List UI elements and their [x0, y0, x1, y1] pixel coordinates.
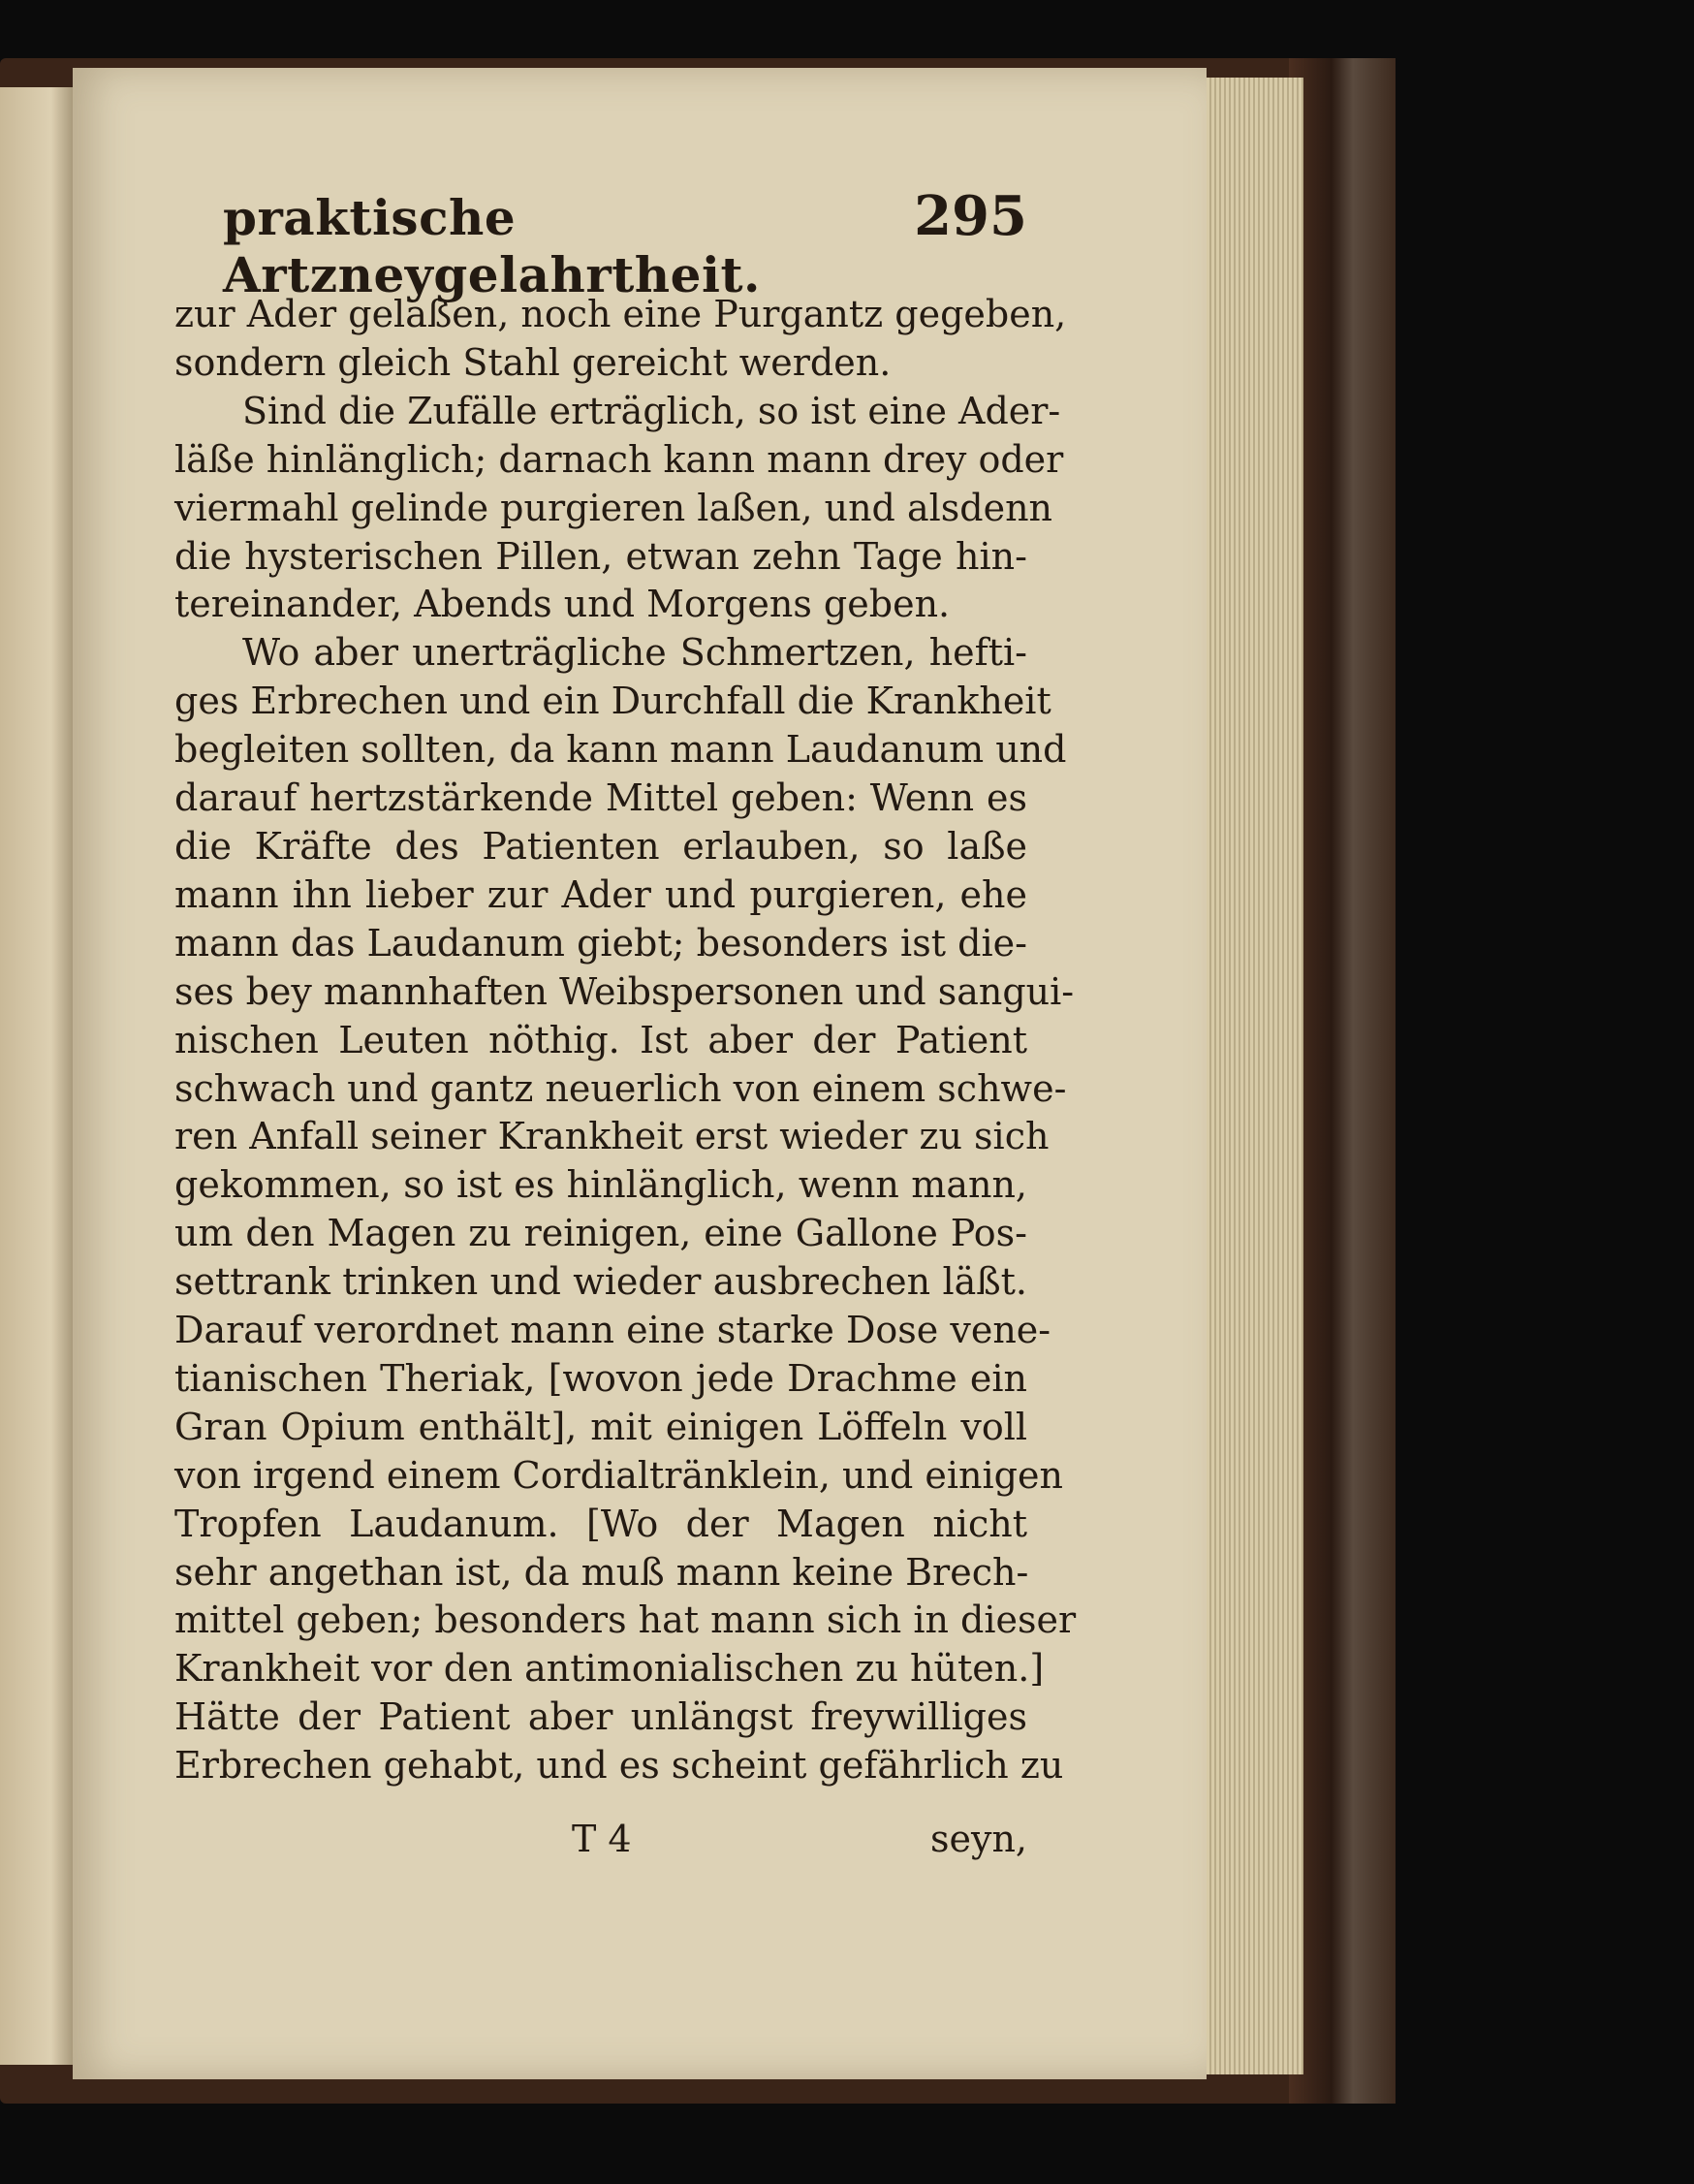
facing-page-edge — [0, 87, 73, 2065]
text-line: von irgend einem Cordialtränklein, und einigen — [174, 1453, 1063, 1497]
text-line: Wo aber unerträgliche Schmertzen, hefti- — [242, 631, 1027, 675]
text-line: darauf hertzstärkende Mittel geben: Wenn es — [174, 776, 1027, 820]
text-line: ges Erbrechen und ein Durchfall die Krankheit — [174, 680, 1051, 723]
text-line: viermahl gelinde purgieren laßen, und alsdenn — [174, 486, 1053, 529]
page-footer — [174, 1818, 1027, 1866]
text-line: schwach und gantz neuerlich von einem schwe- — [174, 1066, 1067, 1110]
text-line: Hätte der Patient aber unlängst freywilliges — [174, 1695, 1027, 1739]
page-number: 295 — [914, 184, 1027, 248]
text-line: tianischen Theriak, [wovon jede Drachme ein — [174, 1356, 1027, 1400]
page-stack-edge — [1207, 78, 1303, 2074]
text-line: die hysterischen Pillen, etwan zehn Tage hin- — [174, 534, 1027, 578]
book-spine-edge — [1289, 58, 1396, 2104]
text-line: nischen Leuten nöthig. Ist aber der Patient — [174, 1018, 1027, 1061]
text-line: läße hinlänglich; darnach kann mann drey oder — [174, 437, 1064, 481]
text-line: Sind die Zufälle erträglich, so ist eine Ader- — [242, 389, 1061, 432]
text-line: sehr angethan ist, da muß mann keine Brech- — [174, 1550, 1029, 1594]
text-line: Gran Opium enthält], mit einigen Löffeln voll — [174, 1405, 1027, 1448]
text-line: tereinander, Abends und Morgens geben. — [174, 583, 951, 626]
text-line: um den Magen zu reinigen, eine Gallone Pos- — [174, 1212, 1027, 1255]
catchword: seyn, — [929, 1818, 1027, 1860]
text-line: gekommen, so ist es hinlänglich, wenn mann, — [174, 1163, 1027, 1207]
text-line: Tropfen Laudanum. [Wo der Magen nicht — [174, 1502, 1027, 1545]
text-line: settrank trinken und wieder ausbrechen läßt. — [174, 1260, 1027, 1304]
running-title: praktische Artzneygelahrtheit. — [223, 189, 761, 303]
text-line: ses bey mannhaften Weibspersonen und sangui- — [174, 969, 1075, 1013]
text-line: mittel geben; besonders hat mann sich in dieser — [174, 1598, 1077, 1642]
signature-mark: T 4 — [572, 1818, 632, 1860]
text-line: Erbrechen gehabt, und es scheint gefährlich zu — [174, 1744, 1064, 1788]
text-line: mann ihn lieber zur Ader und purgieren, ehe — [174, 872, 1027, 916]
text-line: sondern gleich Stahl gereicht werden. — [174, 340, 892, 384]
running-head — [223, 184, 1027, 303]
text-line: zur Ader gelaßen, noch eine Purgantz gegeben, — [174, 293, 1067, 335]
body-text — [174, 291, 1077, 1790]
text-line: ren Anfall seiner Krankheit erst wieder zu sich — [174, 1115, 1050, 1158]
text-line: mann das Laudanum giebt; besonders ist die- — [174, 921, 1027, 965]
text-line: Krankheit vor den antimonialischen zu hüten.] — [174, 1647, 1045, 1691]
text-line: Darauf verordnet mann eine starke Dose vene- — [174, 1309, 1051, 1352]
text-line: begleiten sollten, da kann mann Laudanum und — [174, 728, 1067, 772]
text-line: die Kräfte des Patienten erlauben, so laße — [174, 824, 1027, 868]
